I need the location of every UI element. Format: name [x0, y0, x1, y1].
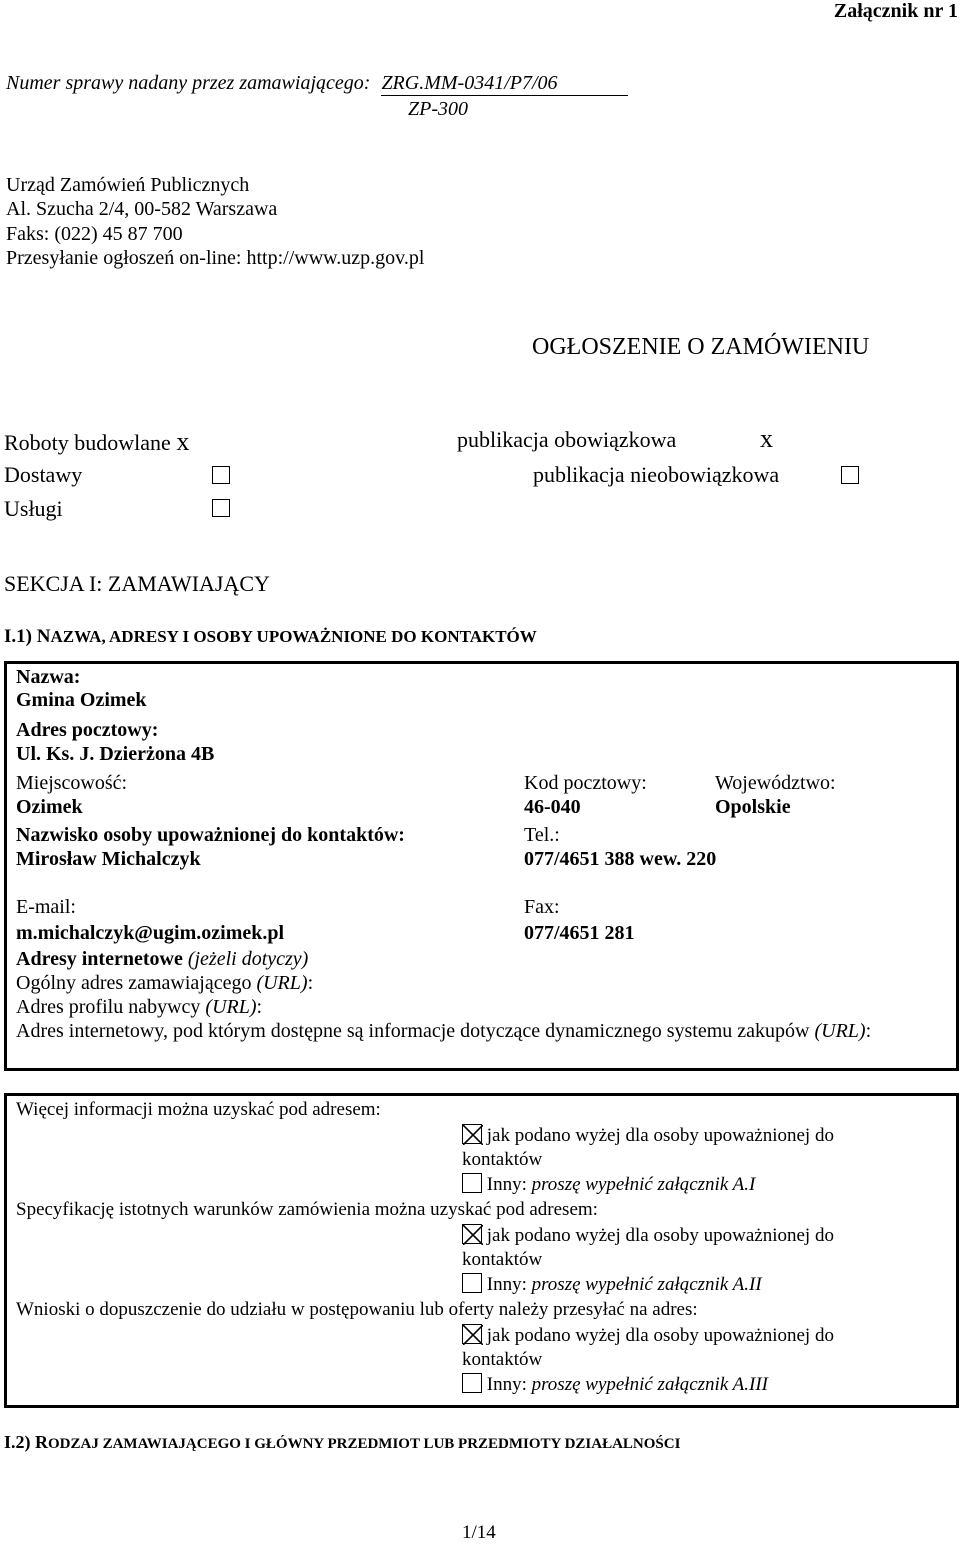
fax-value: 077/4651 281 — [524, 922, 635, 944]
publication-optional-checkbox[interactable] — [841, 466, 859, 484]
buyer-profile-label: Adres profilu nabywcy — [16, 996, 201, 1018]
publication-optional-label: publikacja nieobowiązkowa — [533, 462, 780, 487]
more-info-question-2: Specyfikację istotnych warunków zamówienia można uzyskać pod adresem: — [16, 1199, 598, 1220]
publication-mandatory-label: publikacja obowiązkowa — [457, 427, 677, 452]
empty-checkbox-icon[interactable] — [462, 1173, 482, 1193]
page-title: OGŁOSZENIE O ZAMÓWIENIU — [532, 334, 870, 360]
section-1-2-prefix: I.2) R — [4, 1432, 48, 1452]
fax-label: Fax: — [524, 896, 560, 918]
section-1-title: SEKCJA I: ZAMAWIAJĄCY — [4, 571, 270, 596]
postal-value: 46-040 — [524, 796, 581, 818]
more-info-2-same-text: jak podano wyżej dla osoby upoważnionej do — [486, 1225, 834, 1246]
more-info-3-other — [462, 1373, 768, 1396]
more-info-1-same-line2: kontaktów — [462, 1149, 543, 1170]
section-1-1-rest: AZWA, ADRESY I OSOBY UPOWAŻNIONE DO KONTAKTÓW — [50, 627, 537, 646]
more-info-1-other-label: Inny: — [486, 1174, 527, 1195]
more-info-3-other-label: Inny: — [486, 1374, 527, 1395]
type-works-label: Roboty budowlane — [4, 430, 171, 455]
type-works — [4, 427, 189, 457]
type-works-mark: x — [176, 427, 190, 456]
type-services-label: Usługi — [4, 496, 63, 521]
web-addresses — [16, 948, 308, 971]
postal-label: Kod pocztowy: — [524, 772, 647, 794]
more-info-question-3: Wnioski o dopuszczenie do udziału w postępowaniu lub oferty należy przesyłać na adres: — [16, 1299, 698, 1320]
checked-checkbox-icon[interactable] — [462, 1224, 482, 1244]
web-addresses-label: Adresy internetowe — [16, 948, 183, 970]
attachment-label: Załącznik nr 1 — [833, 0, 958, 22]
more-info-question-1: Więcej informacji można uzyskać pod adresem: — [16, 1099, 381, 1120]
type-supplies-label: Dostawy — [4, 462, 83, 487]
empty-checkbox-icon[interactable] — [462, 1273, 482, 1293]
checked-checkbox-icon[interactable] — [462, 1124, 482, 1144]
dps-address-label: Adres internetowy, pod którym dostępne są informacje dotyczące dynamicznego systemu zakupów — [16, 1020, 810, 1042]
more-info-1-same-text: jak podano wyżej dla osoby upoważnionej do — [486, 1125, 834, 1146]
section-1-2-heading — [4, 1432, 680, 1453]
email-label: E-mail: — [16, 896, 76, 918]
person-value: Mirosław Michalczyk — [16, 848, 201, 870]
page-number: 1/14 — [462, 1522, 496, 1543]
checked-checkbox-icon[interactable] — [462, 1324, 482, 1344]
more-info-2-same-line2: kontaktów — [462, 1249, 543, 1270]
more-info-2-same — [462, 1224, 834, 1247]
buyer-profile: Adres profilu nabywcy (URL): — [16, 996, 263, 1018]
province-label: Województwo: — [715, 772, 836, 794]
more-info-3-other-note: proszę wypełnić załącznik A.III — [531, 1374, 769, 1395]
case-number-value: ZRG.MM-0341/P7/06 — [381, 72, 628, 96]
case-number-label — [6, 72, 628, 96]
case-number-value-2: ZP-300 — [408, 98, 468, 120]
type-services-checkbox[interactable] — [212, 499, 230, 517]
city-label: Miejscowość: — [16, 772, 128, 794]
section-1-1-prefix: I.1) N — [4, 626, 51, 647]
more-info-3-same — [462, 1324, 834, 1347]
section-1-2-rest: ODZAJ ZAMAWIAJĄCEGO I GŁÓWNY PRZEDMIOT LUB PRZEDMIOTY DZIAŁALNOŚCI — [48, 1436, 681, 1452]
tel-label: Tel.: — [524, 824, 560, 846]
general-address: Ogólny adres zamawiającego (URL): — [16, 972, 314, 994]
office-line-1: Urząd Zamówień Publicznych — [6, 174, 250, 196]
office-line-3: Faks: (022) 45 87 700 — [6, 223, 183, 245]
more-info-3-same-line2: kontaktów — [462, 1349, 543, 1370]
person-label: Nazwisko osoby upoważnionej do kontaktów: — [16, 824, 405, 846]
general-address-url: (URL) — [256, 972, 308, 994]
type-supplies-checkbox[interactable] — [212, 466, 230, 484]
name-label: Nazwa: — [16, 666, 81, 688]
office-line-2: Al. Szucha 2/4, 00-582 Warszawa — [6, 198, 278, 220]
more-info-2-other-label: Inny: — [486, 1274, 527, 1295]
buyer-profile-url: (URL) — [205, 996, 257, 1018]
more-info-3-same-text: jak podano wyżej dla osoby upoważnionej do — [486, 1325, 834, 1346]
section-1-1-heading — [4, 626, 537, 648]
tel-value: 077/4651 388 wew. 220 — [524, 848, 717, 870]
city-value: Ozimek — [16, 796, 83, 818]
more-info-1-other — [462, 1173, 755, 1196]
dps-address-url: (URL) — [814, 1020, 866, 1042]
address-value: Ul. Ks. J. Dzierżona 4B — [16, 743, 215, 765]
office-line-4: Przesyłanie ogłoszeń on-line: http://www.uzp.gov.pl — [6, 247, 425, 269]
name-value: Gmina Ozimek — [16, 689, 147, 711]
dps-address: Adres internetowy, pod którym dostępne są informacje dotyczące dynamicznego systemu zakupów (URL): — [16, 1020, 872, 1042]
case-number-text: Numer sprawy nadany przez zamawiającego: — [6, 72, 371, 94]
web-addresses-note: (jeżeli dotyczy) — [187, 948, 309, 970]
email-value[interactable]: m.michalczyk@ugim.ozimek.pl — [16, 922, 285, 944]
more-info-2-other — [462, 1273, 762, 1296]
province-value: Opolskie — [715, 796, 791, 818]
general-address-label: Ogólny adres zamawiającego — [16, 972, 252, 994]
empty-checkbox-icon[interactable] — [462, 1373, 482, 1393]
address-label: Adres pocztowy: — [16, 719, 159, 741]
more-info-2-other-note: proszę wypełnić załącznik A.II — [531, 1274, 762, 1295]
more-info-1-other-note: proszę wypełnić załącznik A.I — [531, 1174, 756, 1195]
more-info-1-same — [462, 1124, 834, 1147]
publication-mandatory-mark: x — [760, 424, 773, 453]
